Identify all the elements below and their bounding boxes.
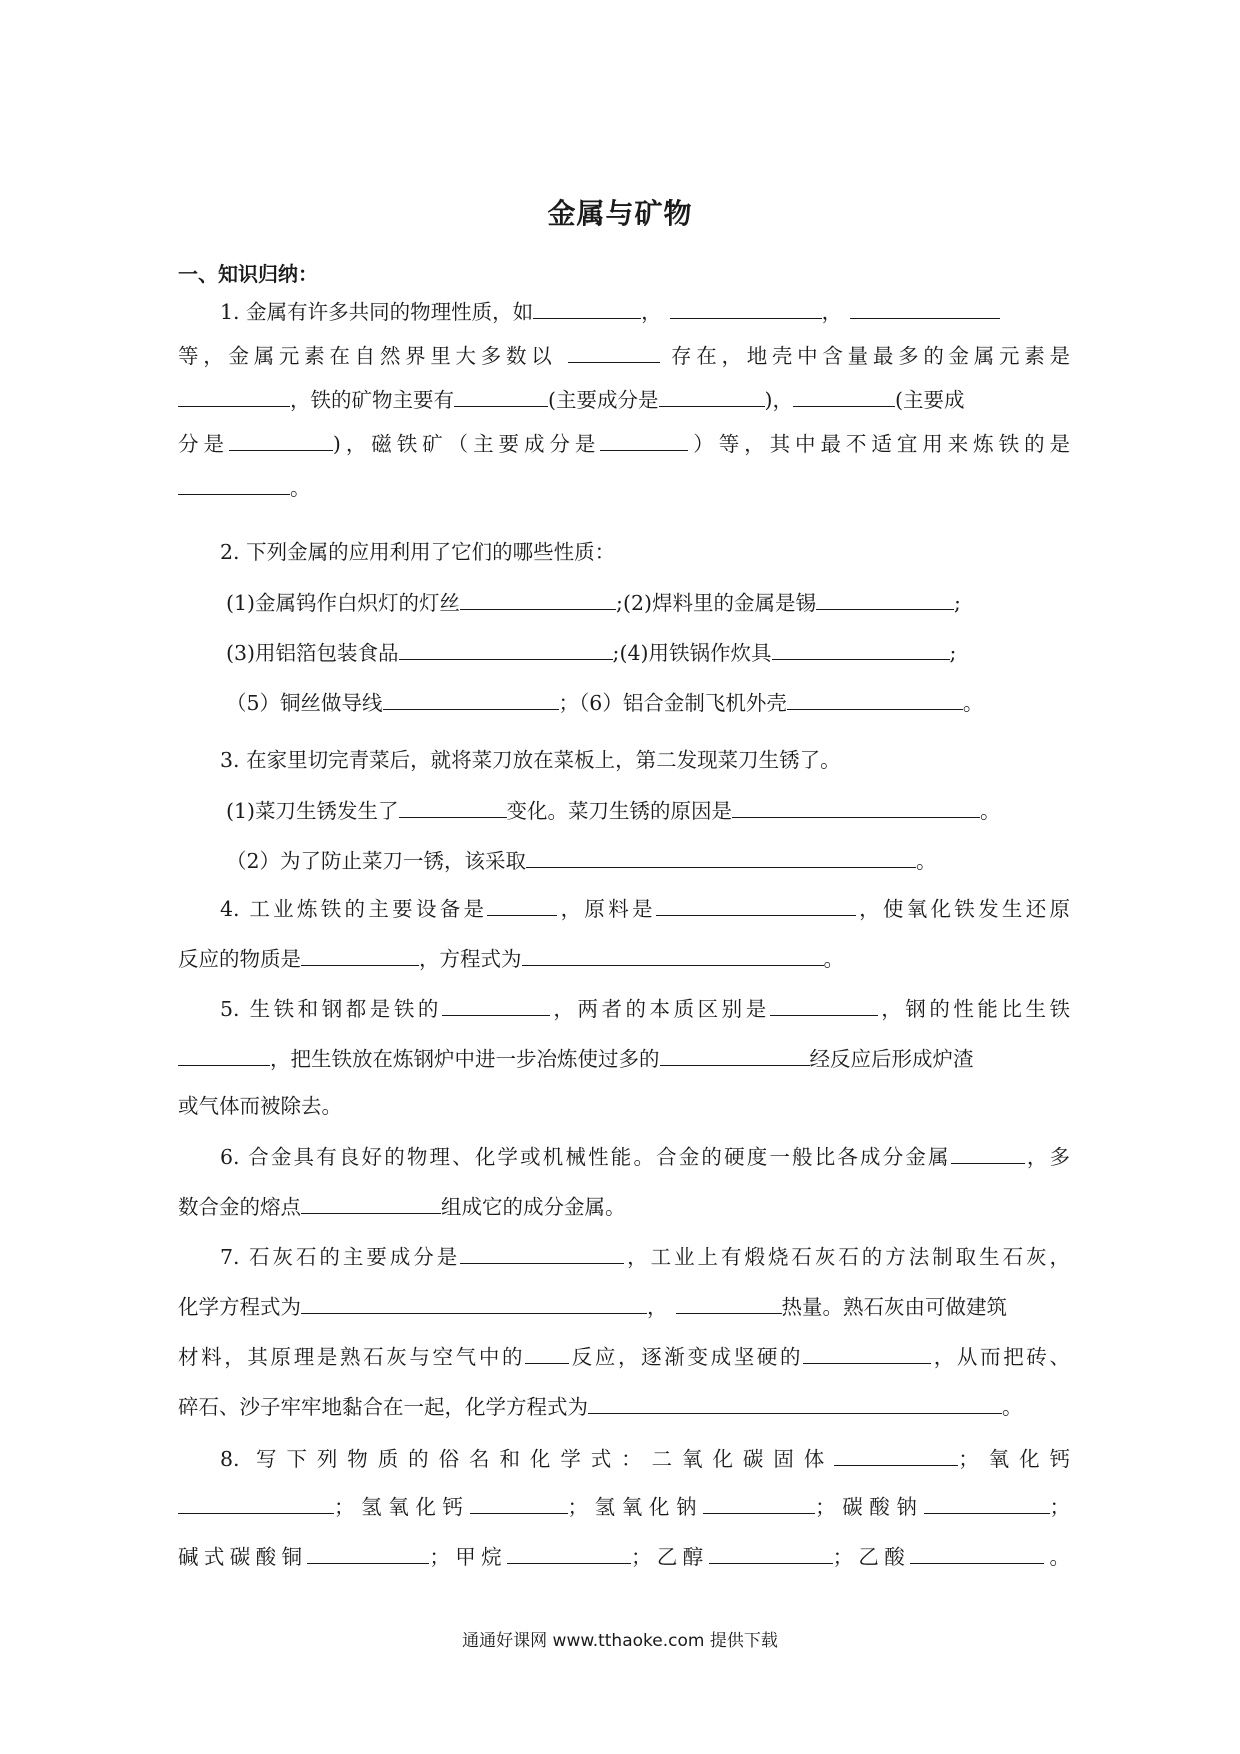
q6-line-2 — [178, 1191, 1070, 1221]
q7-text: 7. 石灰石的主要成分是 — [220, 1245, 461, 1269]
q5-line-3: 或气体而被除去。 — [178, 1094, 342, 1118]
q4-text: ，原料是 — [557, 897, 656, 921]
q7-text: ，工业上有煅烧石灰石的方法制取生石灰， — [624, 1245, 1070, 1269]
q8-text: ；乙酸 — [832, 1545, 911, 1569]
answer-blank[interactable] — [507, 1541, 631, 1564]
answer-blank[interactable] — [709, 1541, 833, 1564]
answer-blank[interactable] — [656, 893, 856, 916]
q7-line-3 — [178, 1341, 1070, 1371]
answer-blank[interactable] — [522, 943, 824, 966]
answer-blank[interactable] — [787, 687, 963, 710]
q1-text: ， — [821, 300, 843, 324]
q1-line-3 — [178, 384, 1070, 414]
answer-blank[interactable] — [229, 428, 333, 451]
q2-text: （5）铜丝做导线 — [226, 691, 383, 715]
answer-blank[interactable] — [803, 1341, 931, 1364]
q1-line-2 — [178, 340, 1070, 370]
q5-text: 经反应后形成炉渣 — [809, 1047, 974, 1071]
q2-line-3 — [226, 687, 1070, 717]
q3-text: （2）为了防止菜刀一锈，该采取 — [226, 849, 527, 873]
q2-text: ；（6）铝合金制飞机外壳 — [558, 691, 787, 715]
answer-blank[interactable] — [772, 637, 950, 660]
q2-line-2 — [226, 637, 1070, 667]
answer-blank[interactable] — [660, 1043, 810, 1066]
q7-line-4 — [178, 1391, 1070, 1421]
page-title: 金属与矿物 — [547, 197, 693, 230]
q7-text: ，从而把砖、 — [931, 1345, 1070, 1369]
answer-blank[interactable] — [460, 1241, 624, 1264]
answer-blank[interactable] — [301, 1291, 647, 1314]
answer-blank[interactable] — [670, 296, 822, 319]
q8-line-2 — [178, 1491, 1070, 1521]
q8-text: 。 — [1044, 1545, 1071, 1569]
answer-blank[interactable] — [442, 993, 550, 1016]
q6-text: 组成它的成分金属。 — [441, 1195, 626, 1219]
q2-text: ; — [954, 591, 961, 615]
q2-heading: 2. 下列金属的应用利用了它们的哪些性质： — [220, 540, 616, 564]
q5-text: ，把生铁放在炼钢炉中进一步冶炼使过多的 — [270, 1047, 660, 1071]
q5-line-2 — [178, 1043, 1070, 1073]
q4-text: 4. 工业炼铁的主要设备是 — [220, 897, 488, 921]
q7-line-1 — [220, 1241, 1070, 1271]
q1-text: 存在，地壳中含量最多的金属元素是 — [671, 344, 1070, 368]
q1-text: 。 — [290, 476, 311, 500]
q4-text: 反应的物质是 — [178, 947, 301, 971]
q1-text: 等，金属元素在自然界里大多数以 — [178, 344, 557, 368]
q3-text: 变化。菜刀生锈的原因是 — [506, 799, 733, 823]
q1-text: (主要成分是 — [548, 388, 659, 412]
answer-blank[interactable] — [568, 340, 660, 363]
q4-line-1 — [220, 893, 1070, 923]
q2-text: 。 — [962, 691, 984, 715]
q4-line-2 — [178, 943, 1070, 973]
q1-text: )， — [764, 388, 793, 412]
answer-blank[interactable] — [910, 1541, 1044, 1564]
q5-text: ，两者的本质区别是 — [549, 997, 770, 1021]
answer-blank[interactable] — [399, 795, 507, 818]
answer-blank[interactable] — [850, 296, 1000, 319]
answer-blank[interactable] — [399, 637, 613, 660]
answer-blank[interactable] — [793, 384, 895, 407]
q8-text: 碱式碳酸铜 — [178, 1545, 308, 1569]
q5-text: ，钢的性能比生铁 — [877, 997, 1071, 1021]
answer-blank[interactable] — [301, 1191, 441, 1214]
q4-text: 。 — [823, 947, 844, 971]
q6-text: ，多 — [1024, 1145, 1071, 1169]
answer-blank[interactable] — [178, 384, 290, 407]
q1-line-4 — [178, 428, 1070, 458]
q8-text: ；乙醇 — [630, 1545, 709, 1569]
q7-text: 碎石、沙子牢牢地黏合在一起，化学方程式为 — [178, 1395, 588, 1419]
section-heading: 一、知识归纳： — [178, 262, 318, 286]
q6-text: 6. 合金具有良好的物理、化学或机械性能。合金的硬度一般比各成分金属 — [220, 1145, 951, 1169]
q6-text: 数合金的熔点 — [178, 1195, 301, 1219]
q1-text: 分是 — [178, 432, 229, 456]
answer-blank[interactable] — [454, 384, 548, 407]
answer-blank[interactable] — [301, 943, 419, 966]
answer-blank[interactable] — [470, 1491, 568, 1514]
q2-text: ;(2)焊料里的金属是锡 — [616, 591, 816, 615]
q8-line-3 — [178, 1541, 1070, 1571]
q3-heading: 3. 在家里切完青菜后，就将菜刀放在菜板上，第二发现菜刀生锈了。 — [220, 748, 841, 772]
answer-blank[interactable] — [703, 1491, 815, 1514]
q1-text: ）等，其中最不适宜用来炼铁的是 — [688, 432, 1071, 456]
q3-line-2 — [226, 845, 1070, 875]
q7-text: 化学方程式为 — [178, 1295, 301, 1319]
answer-blank[interactable] — [834, 1443, 958, 1466]
q8-text: ；甲烷 — [429, 1545, 507, 1569]
answer-blank[interactable] — [178, 472, 290, 495]
q3-line-1 — [226, 795, 1070, 825]
answer-blank[interactable] — [588, 1391, 1002, 1414]
q1-text: 1. 金属有许多共同的物理性质，如 — [220, 300, 534, 324]
answer-blank[interactable] — [600, 428, 688, 451]
q1-text: ， — [641, 300, 662, 324]
answer-blank[interactable] — [460, 587, 616, 610]
answer-blank[interactable] — [307, 1541, 429, 1564]
answer-blank[interactable] — [383, 687, 559, 710]
q2-line-1 — [226, 587, 1070, 617]
q4-text: ，使氧化铁发生还原 — [855, 897, 1070, 921]
answer-blank[interactable] — [487, 893, 557, 916]
answer-blank[interactable] — [770, 993, 878, 1016]
answer-blank[interactable] — [816, 587, 954, 610]
answer-blank[interactable] — [526, 845, 916, 868]
answer-blank[interactable] — [178, 1491, 334, 1514]
answer-blank[interactable] — [676, 1291, 782, 1314]
q8-text: ；氢氧化钠 — [567, 1495, 704, 1519]
q5-text: 5. 生铁和钢都是铁的 — [220, 997, 442, 1021]
answer-blank[interactable] — [951, 1141, 1025, 1164]
q8-text: 8. 写下列物质的俗名和化学式：二氧化碳固体 — [220, 1447, 835, 1471]
answer-blank[interactable] — [659, 384, 765, 407]
q8-text: ；氧化钙 — [958, 1447, 1070, 1471]
q3-text: 。 — [980, 799, 1001, 823]
answer-blank[interactable] — [732, 795, 980, 818]
q7-line-2 — [178, 1291, 1070, 1321]
footer-credit: 通通好课网 www.tthaoke.com 提供下载 — [462, 1631, 778, 1651]
q3-text: (1)菜刀生锈发生了 — [226, 799, 399, 823]
answer-blank[interactable] — [178, 1043, 270, 1066]
answer-blank[interactable] — [533, 296, 641, 319]
answer-blank[interactable] — [924, 1491, 1050, 1514]
q8-text: ；氢氧化钙 — [334, 1495, 470, 1519]
q2-text: (3)用铝箔包装食品 — [226, 641, 399, 665]
q1-text: )，磁铁矿（主要成分是 — [332, 432, 601, 456]
q1-text: (主要成 — [895, 388, 965, 412]
q3-text: 。 — [916, 849, 937, 873]
q8-text: ；碳酸钠 — [815, 1495, 924, 1519]
q2-text: (1)金属钨作白炽灯的灯丝 — [226, 591, 461, 615]
q7-text: 。 — [1002, 1395, 1023, 1419]
q1-text: ，铁的矿物主要有 — [290, 388, 454, 412]
q7-text: 热量。熟石灰由可做建筑 — [781, 1295, 1007, 1319]
q1-line-5 — [178, 472, 1070, 502]
q7-text: ， — [647, 1295, 668, 1319]
q7-text: 材料，其原理是熟石灰与空气中的 — [178, 1345, 526, 1369]
answer-blank[interactable] — [525, 1341, 569, 1364]
q6-line-1 — [220, 1141, 1070, 1171]
q1-line-1 — [220, 296, 1070, 326]
q8-text: ； — [1049, 1495, 1071, 1519]
q2-text: ; — [949, 641, 957, 665]
q7-text: 反应，逐渐变成坚硬的 — [569, 1345, 804, 1369]
q8-line-1 — [220, 1443, 1070, 1473]
q5-line-1 — [220, 993, 1070, 1023]
q2-text: ;(4)用铁锅作炊具 — [612, 641, 772, 665]
q4-text: ，方程式为 — [419, 947, 522, 971]
